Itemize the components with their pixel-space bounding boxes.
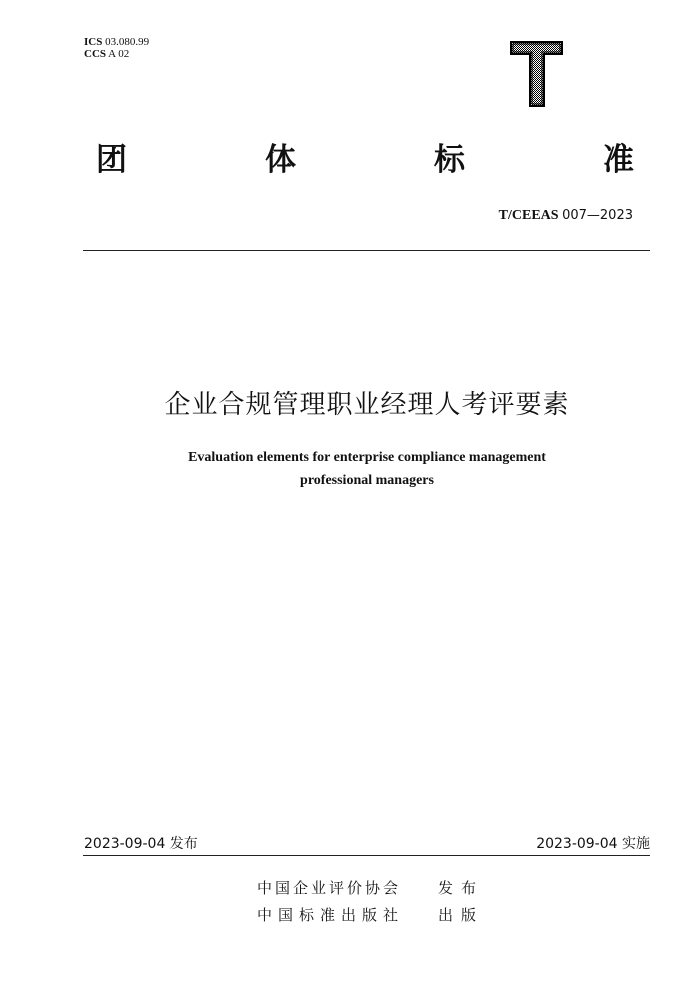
ics-label: ICS bbox=[84, 36, 103, 48]
title-english bbox=[0, 446, 700, 492]
standard-type-char-2: 体 bbox=[265, 142, 296, 178]
press-action: 出版 bbox=[438, 906, 485, 924]
standard-type-char-4: 准 bbox=[603, 142, 634, 178]
ccs-line bbox=[84, 48, 149, 60]
publisher-name: 中国企业评价协会 bbox=[257, 879, 402, 897]
title-chinese: 企业合规管理职业经理人考评要素 bbox=[164, 390, 570, 420]
press-name: 中国标准出版社 bbox=[257, 906, 405, 924]
standard-number bbox=[499, 208, 633, 224]
ics-line bbox=[84, 36, 149, 48]
top-divider bbox=[83, 250, 650, 251]
standard-type-char-3: 标 bbox=[434, 142, 465, 178]
classification-codes bbox=[84, 36, 149, 60]
standard-code: 007—2023 bbox=[562, 208, 633, 223]
ccs-label: CCS bbox=[84, 48, 107, 60]
standard-type-char-1: 团 bbox=[96, 142, 127, 178]
publish-date: 2023-09-04 发布 bbox=[84, 836, 198, 852]
bottom-divider bbox=[83, 855, 650, 856]
title-english-line-2: professional managers bbox=[300, 473, 434, 488]
standard-prefix: T/CEEAS bbox=[498, 208, 559, 223]
ics-code: 03.080.99 bbox=[105, 36, 150, 48]
ccs-code: A 02 bbox=[108, 48, 130, 60]
implement-date: 2023-09-04 实施 bbox=[536, 836, 650, 852]
title-english-line-1: Evaluation elements for enterprise compliance management bbox=[188, 450, 546, 465]
publisher-action: 发布 bbox=[438, 879, 485, 897]
standard-t-logo bbox=[510, 40, 564, 108]
